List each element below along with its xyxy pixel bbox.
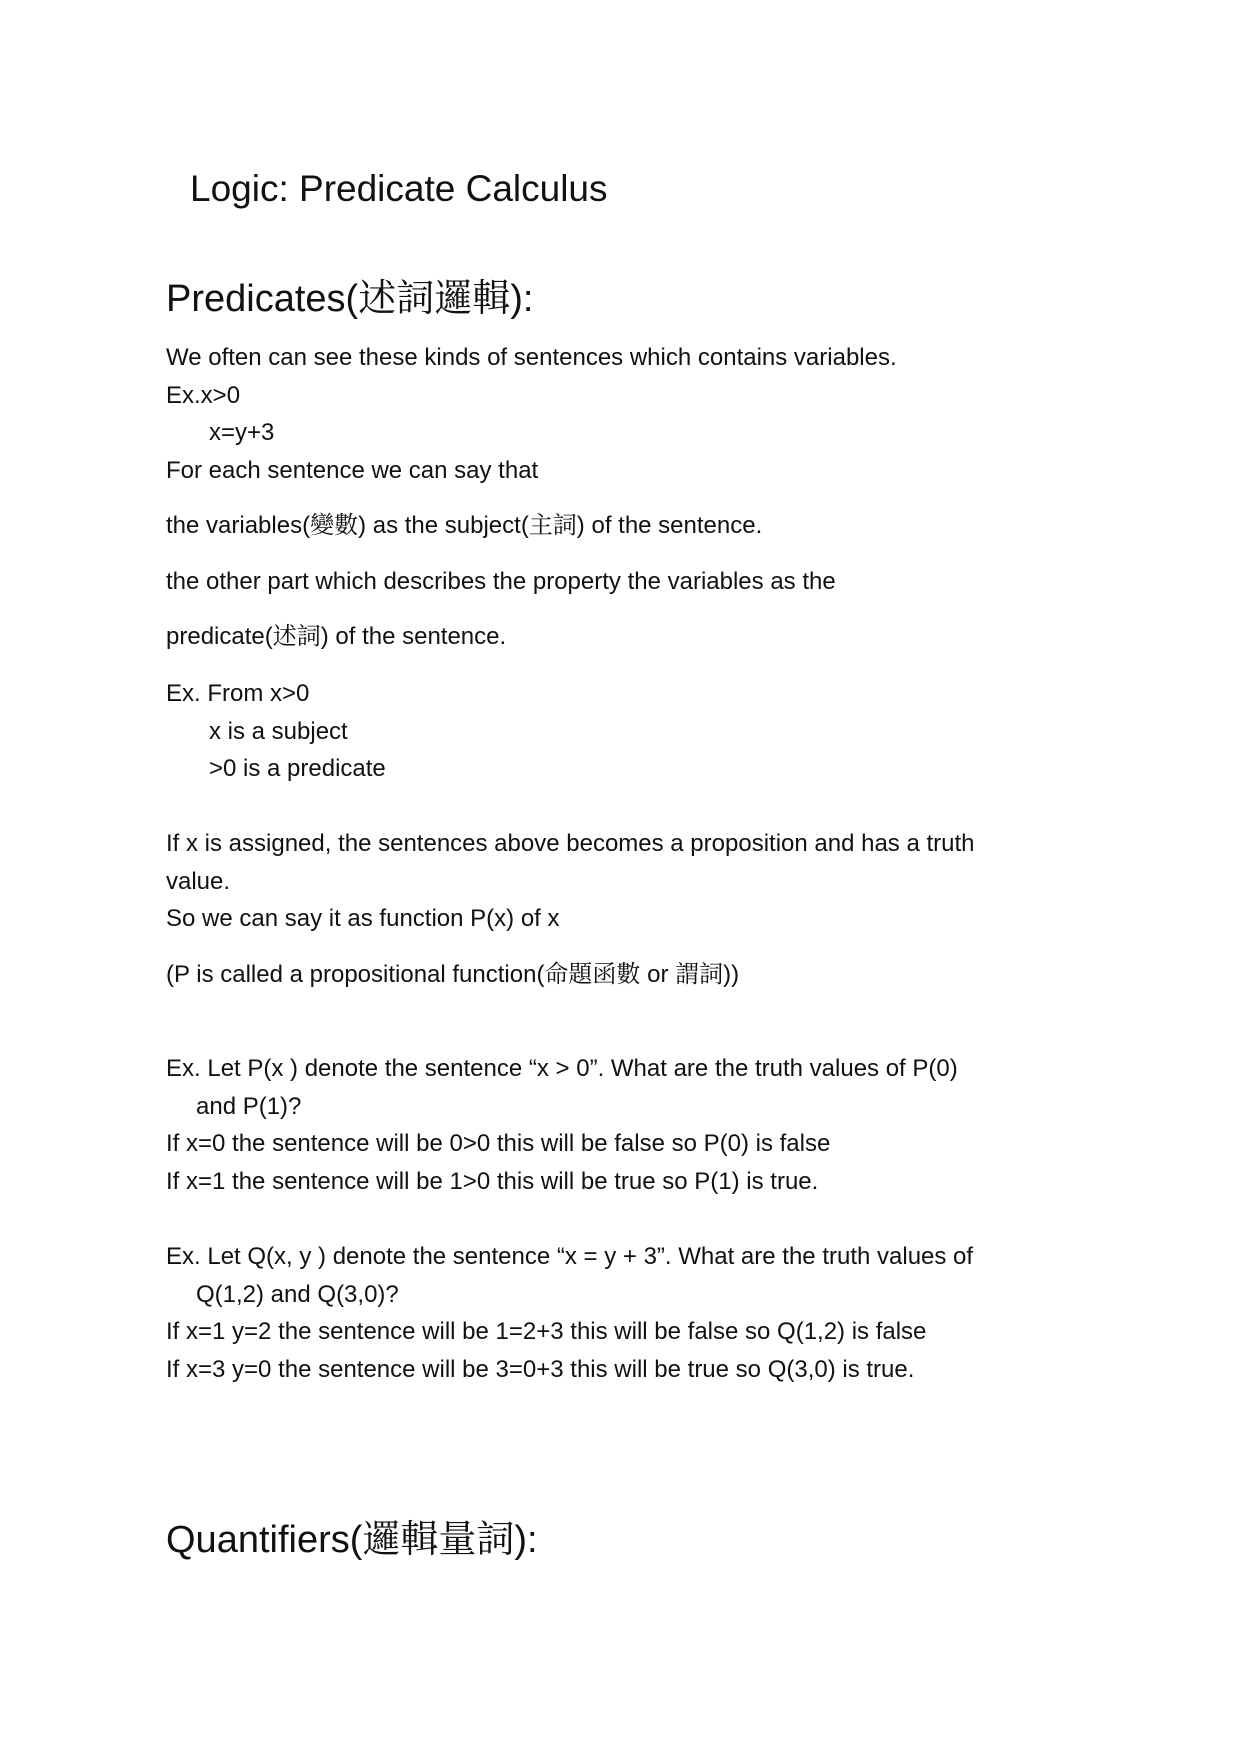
paragraph-line: predicate(述詞) of the sentence. — [166, 623, 507, 650]
example-line: and P(1)? — [196, 1093, 302, 1120]
example-line: Ex. Let P(x ) denote the sentence “x > 0”. What are the truth values of P(0) — [166, 1055, 958, 1082]
page-title: Logic: Predicate Calculus — [190, 168, 608, 209]
paragraph-line: value. — [166, 868, 231, 895]
example-line: If x=0 the sentence will be 0>0 this will be false so P(0) is false — [166, 1130, 831, 1157]
section-heading-quantifiers: Quantifiers(邏輯量詞): — [166, 1519, 538, 1561]
paragraph-line: So we can say it as function P(x) of x — [166, 905, 560, 932]
paragraph-line: the variables(變數) as the subject(主詞) of the sentence. — [166, 512, 763, 539]
paragraph-line: If x is assigned, the sentences above becomes a proposition and has a truth — [166, 830, 975, 857]
example-line: >0 is a predicate — [209, 755, 386, 782]
example-line: x is a subject — [209, 718, 348, 745]
paragraph-line: For each sentence we can say that — [166, 457, 539, 484]
example-line: If x=1 the sentence will be 1>0 this will be true so P(1) is true. — [166, 1168, 819, 1195]
paragraph-line: (P is called a propositional function(命題函數 or 謂詞)) — [166, 961, 740, 988]
example-line: Ex. Let Q(x, y ) denote the sentence “x = y + 3”. What are the truth values of — [166, 1243, 974, 1270]
example-line: Q(1,2) and Q(3,0)? — [196, 1281, 399, 1308]
paragraph-line: We often can see these kinds of sentences which contains variables. — [166, 344, 897, 371]
example-line: If x=1 y=2 the sentence will be 1=2+3 this will be false so Q(1,2) is false — [166, 1318, 927, 1345]
example-line: Ex. From x>0 — [166, 680, 310, 707]
example-line: x=y+3 — [209, 419, 275, 446]
paragraph-line: the other part which describes the property the variables as the — [166, 568, 836, 595]
section-heading-predicates: Predicates(述詞邏輯): — [166, 278, 534, 320]
example-line: Ex.x>0 — [166, 382, 241, 409]
example-line: If x=3 y=0 the sentence will be 3=0+3 this will be true so Q(3,0) is true. — [166, 1356, 915, 1383]
